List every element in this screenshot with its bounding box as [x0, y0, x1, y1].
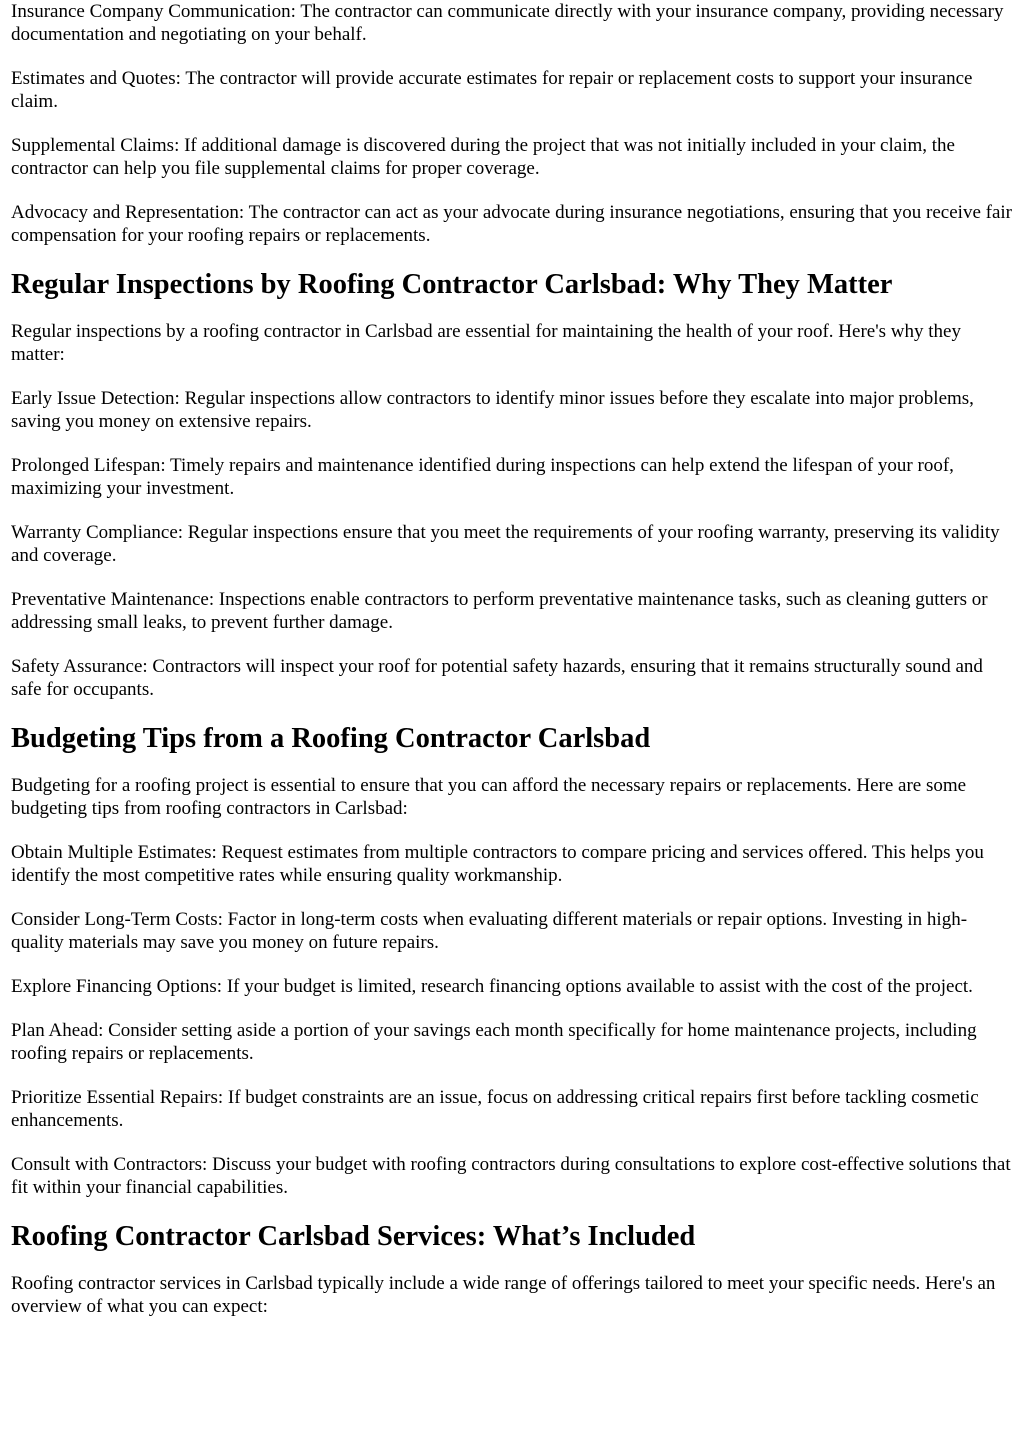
paragraph-prolonged-lifespan: Prolonged Lifespan: Timely repairs and maintenance identified during inspections can help extend the lifespan of your roof, maximizing your investment. — [11, 455, 954, 499]
paragraph-financing-options: Explore Financing Options: If your budget is limited, research financing options available to assist with the cost of the project. — [11, 976, 973, 997]
paragraph-early-detection: Early Issue Detection: Regular inspections allow contractors to identify minor issues before they escalate into major problems, saving you money on extensive repairs. — [11, 388, 974, 432]
paragraph-safety-assurance: Safety Assurance: Contractors will inspect your roof for potential safety hazards, ensuring that it remains structurally sound and safe for occupants. — [11, 656, 983, 700]
insurance-section — [11, 0, 1013, 247]
paragraph-preventative-maintenance: Preventative Maintenance: Inspections enable contractors to perform preventative maintenance tasks, such as cleaning gutters or addressing small leaks, to prevent further damage. — [11, 589, 988, 633]
paragraph-warranty-compliance: Warranty Compliance: Regular inspections ensure that you meet the requirements of your roofing warranty, preserving its validity and coverage. — [11, 522, 1000, 566]
paragraph-insurance-communication: Insurance Company Communication: The contractor can communicate directly with your insurance company, providing necessary documentation and negotiating on your behalf. — [11, 1, 1004, 45]
section-heading-budgeting: Budgeting Tips from a Roofing Contractor Carlsbad — [11, 723, 651, 754]
section-heading-services: Roofing Contractor Carlsbad Services: What’s Included — [11, 1221, 696, 1252]
paragraph-inspections-intro: Regular inspections by a roofing contractor in Carlsbad are essential for maintaining the health of your roof. Here's why they matter: — [11, 321, 961, 365]
paragraph-advocacy: Advocacy and Representation: The contractor can act as your advocate during insurance negotiations, ensuring that you receive fair compensation for your roofing repairs or replacements. — [11, 202, 1012, 246]
paragraph-budgeting-intro: Budgeting for a roofing project is essential to ensure that you can afford the necessary repairs or replacements. Here are some budgeting tips from roofing contractors in Carlsbad: — [11, 775, 967, 819]
section-heading-inspections: Regular Inspections by Roofing Contractor Carlsbad: Why They Matter — [11, 269, 893, 300]
paragraph-services-intro: Roofing contractor services in Carlsbad typically include a wide range of offerings tailored to meet your specific needs. Here's an overview of what you can expect: — [11, 1273, 996, 1317]
paragraph-prioritize-repairs: Prioritize Essential Repairs: If budget constraints are an issue, focus on addressing critical repairs first before tackling cosmetic enhancements. — [11, 1087, 979, 1131]
services-section — [11, 1220, 1013, 1318]
paragraph-long-term-costs: Consider Long-Term Costs: Factor in long-term costs when evaluating different materials or repair options. Investing in high-quality materials may save you money on future repairs. — [11, 909, 968, 953]
paragraph-supplemental-claims: Supplemental Claims: If additional damage is discovered during the project that was not initially included in your claim, the contractor can help you file supplemental claims for proper coverage. — [11, 135, 955, 179]
budgeting-section — [11, 722, 1013, 1199]
paragraph-multiple-estimates: Obtain Multiple Estimates: Request estimates from multiple contractors to compare pricing and services offered. This helps you identify the most competitive rates while ensuring quality workmanship. — [11, 842, 984, 886]
paragraph-estimates-quotes: Estimates and Quotes: The contractor will provide accurate estimates for repair or replacement costs to support your insurance claim. — [11, 68, 973, 112]
paragraph-consult-contractors: Consult with Contractors: Discuss your budget with roofing contractors during consultations to explore cost-effective solutions that fit within your financial capabilities. — [11, 1154, 1011, 1198]
paragraph-plan-ahead: Plan Ahead: Consider setting aside a portion of your savings each month specifically for home maintenance projects, including roofing repairs or replacements. — [11, 1020, 977, 1064]
inspections-section — [11, 268, 1013, 701]
